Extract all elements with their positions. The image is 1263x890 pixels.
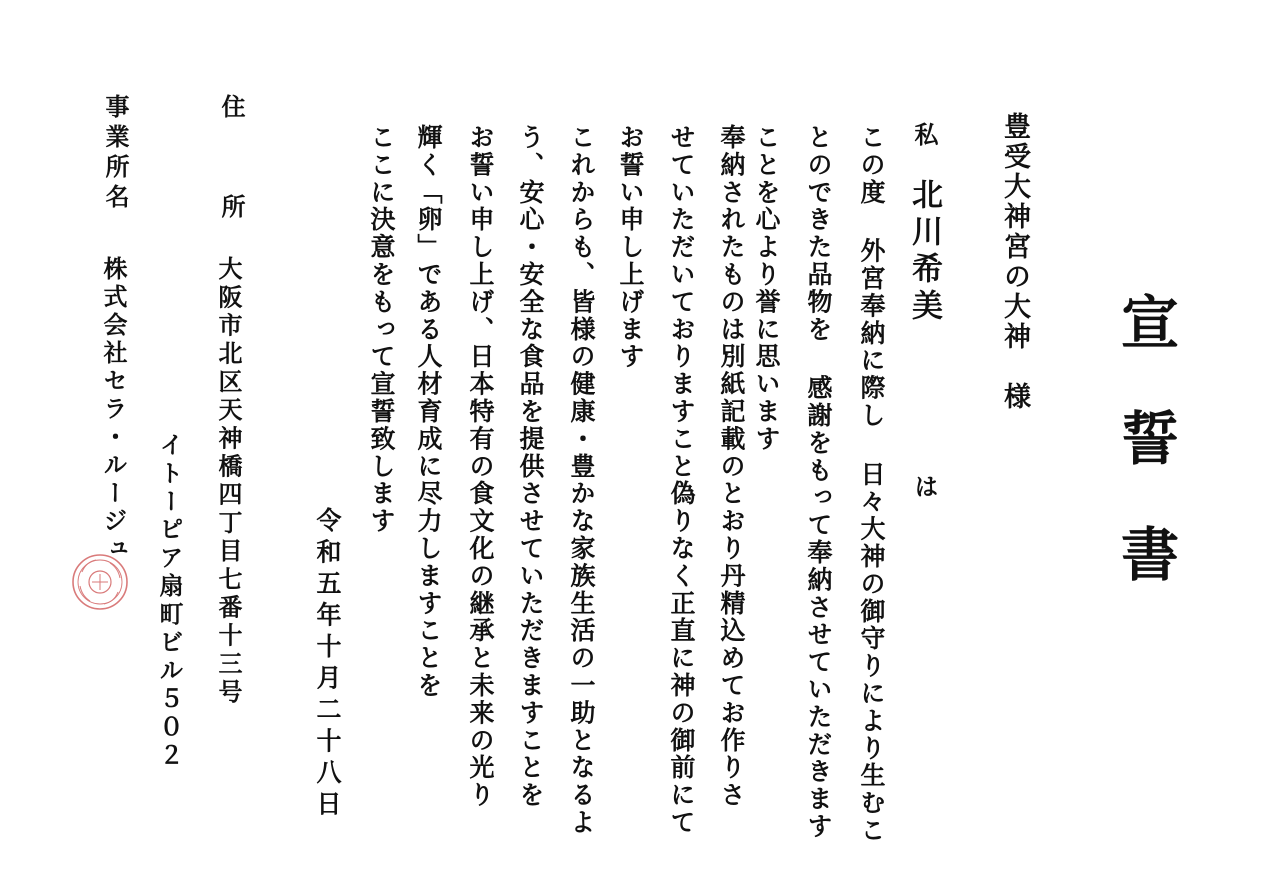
body-line-11: ここに決意をもって宣誓致します bbox=[367, 124, 396, 535]
body-line-3: ことを心より誉に思います bbox=[752, 124, 781, 453]
body-line-2: とのできた品物を 感謝をもって奉納させていただきます bbox=[804, 124, 833, 841]
declarant-pronoun: 私 bbox=[910, 122, 939, 146]
address-line-1: 大阪市北区天神橋四丁目七番十三号 bbox=[214, 256, 243, 708]
address-label-1: 住 bbox=[217, 94, 246, 118]
address-line-2: イトーピア扇町ビル５０２ bbox=[155, 432, 184, 771]
addressee: 豊受大神宮の大神 様 bbox=[999, 112, 1030, 412]
declaration-date: 令和五年十月二十八日 bbox=[313, 507, 342, 822]
body-line-9: お誓い申し上げ、日本特有の食文化の継承と未来の光り bbox=[466, 124, 495, 809]
body-line-8: う、安心・安全な食品を提供させていただきますことを bbox=[516, 124, 545, 809]
body-line-5: せていただいておりますこと偽りなく正直に神の御前にて bbox=[667, 124, 696, 837]
body-line-10: 輝く「卵」である人材育成に尽力しますことを bbox=[414, 124, 443, 700]
company-seal-icon bbox=[70, 552, 130, 612]
body-line-6: お誓い申し上げます bbox=[616, 124, 645, 371]
business-name-label: 事業所名 bbox=[101, 94, 130, 214]
address-label-2: 所 bbox=[217, 194, 246, 218]
declarant-particle: は bbox=[910, 474, 939, 498]
body-line-7: これからも、皆様の健康・豊かな家族生活の一助となるよ bbox=[567, 124, 596, 837]
business-name: 株式会社セラ・ルージュ bbox=[99, 256, 128, 564]
declarant-name: 北川希美 bbox=[906, 178, 942, 326]
body-line-1: この度 外宮奉納に際し 日々大神の御守りにより生むこ bbox=[857, 124, 886, 845]
body-line-4: 奉納されたものは別紙記載のとおり丹精込めてお作りさ bbox=[717, 124, 746, 809]
document-title: 宣誓書 bbox=[1111, 292, 1179, 640]
